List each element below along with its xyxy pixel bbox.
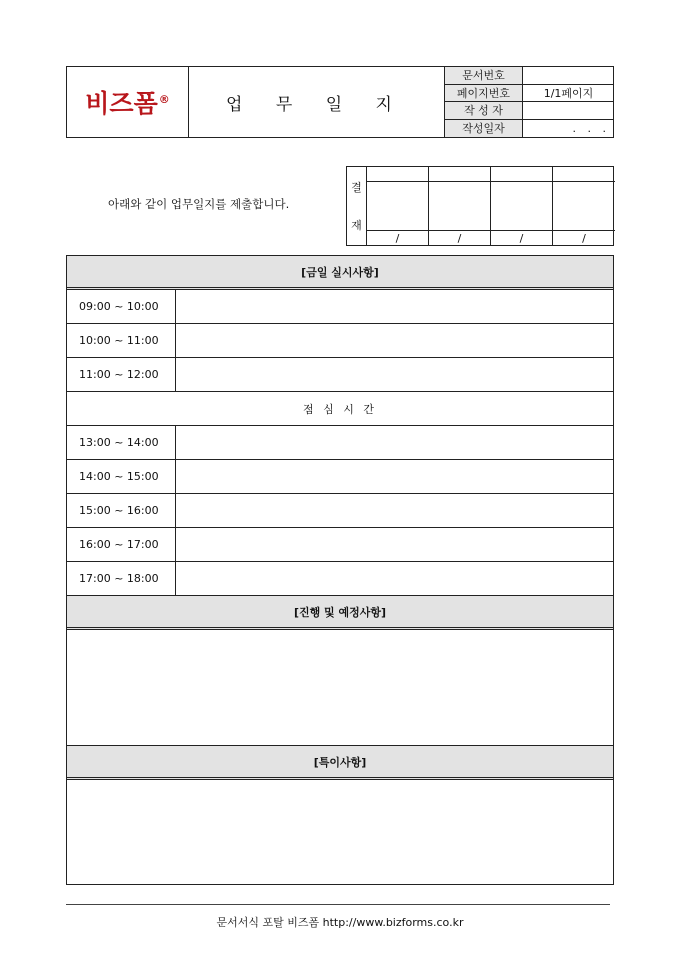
approval-label-top: 결 [351,181,362,194]
time-row[interactable] [67,324,613,358]
submit-statement: 아래와 같이 업무일지를 제출합니다. [108,197,290,211]
approval-date-slash: / [429,230,490,245]
meta-value-author[interactable] [522,102,614,120]
time-row[interactable] [67,494,613,528]
meta-label-doc-number: 문서번호 [444,67,522,85]
approval-slot[interactable] [429,167,491,245]
footer-divider [66,904,610,905]
section-header-today: [금일 실시사항] [67,256,613,290]
work-log-table [66,255,614,885]
meta-label-author: 작 성 자 [444,102,522,120]
special-content-area[interactable] [67,780,613,884]
approval-slot[interactable] [553,167,615,245]
time-row[interactable] [67,528,613,562]
approval-date-slash: / [367,230,428,245]
time-slot-label: 16:00 ~ 17:00 [67,528,176,561]
approval-date-slash: / [553,230,615,245]
approval-date-slash: / [491,230,552,245]
approval-slot[interactable] [367,167,429,245]
time-slot-label: 09:00 ~ 10:00 [67,290,176,323]
document-title: 업 무 일 지 [226,94,406,115]
footer-text: 문서서식 포탈 비즈폼 http://www.bizforms.co.kr [216,916,464,929]
progress-content-area[interactable] [67,630,613,746]
time-row[interactable] [67,426,613,460]
logo [67,67,189,137]
approval-label [347,167,367,245]
time-slot-label: 13:00 ~ 14:00 [67,426,176,459]
meta-label-page-number: 페이지번호 [444,85,522,103]
section-header-special: [특이사항] [67,746,613,780]
meta-value-doc-number[interactable] [522,67,614,85]
time-slot-label: 15:00 ~ 16:00 [67,494,176,527]
time-row[interactable] [67,358,613,392]
time-slot-label: 11:00 ~ 12:00 [67,358,176,391]
lunch-row: 점 심 시 간 [67,392,613,426]
approval-label-bottom: 재 [351,219,362,232]
time-slot-label: 10:00 ~ 11:00 [67,324,176,357]
time-row[interactable] [67,562,613,596]
time-slot-label: 17:00 ~ 18:00 [67,562,176,595]
logo-text: 비즈폼® [85,89,170,118]
approval-slot[interactable] [491,167,553,245]
meta-value-page-number: 1/1페이지 [522,85,614,103]
time-row[interactable] [67,460,613,494]
time-row[interactable] [67,290,613,324]
section-header-progress: [진행 및 예정사항] [67,596,613,630]
approval-box [346,166,614,246]
document-header [66,66,614,138]
meta-label-date: 작성일자 [444,120,522,138]
time-slot-label: 14:00 ~ 15:00 [67,460,176,493]
meta-value-date[interactable]: . . . [522,120,614,138]
